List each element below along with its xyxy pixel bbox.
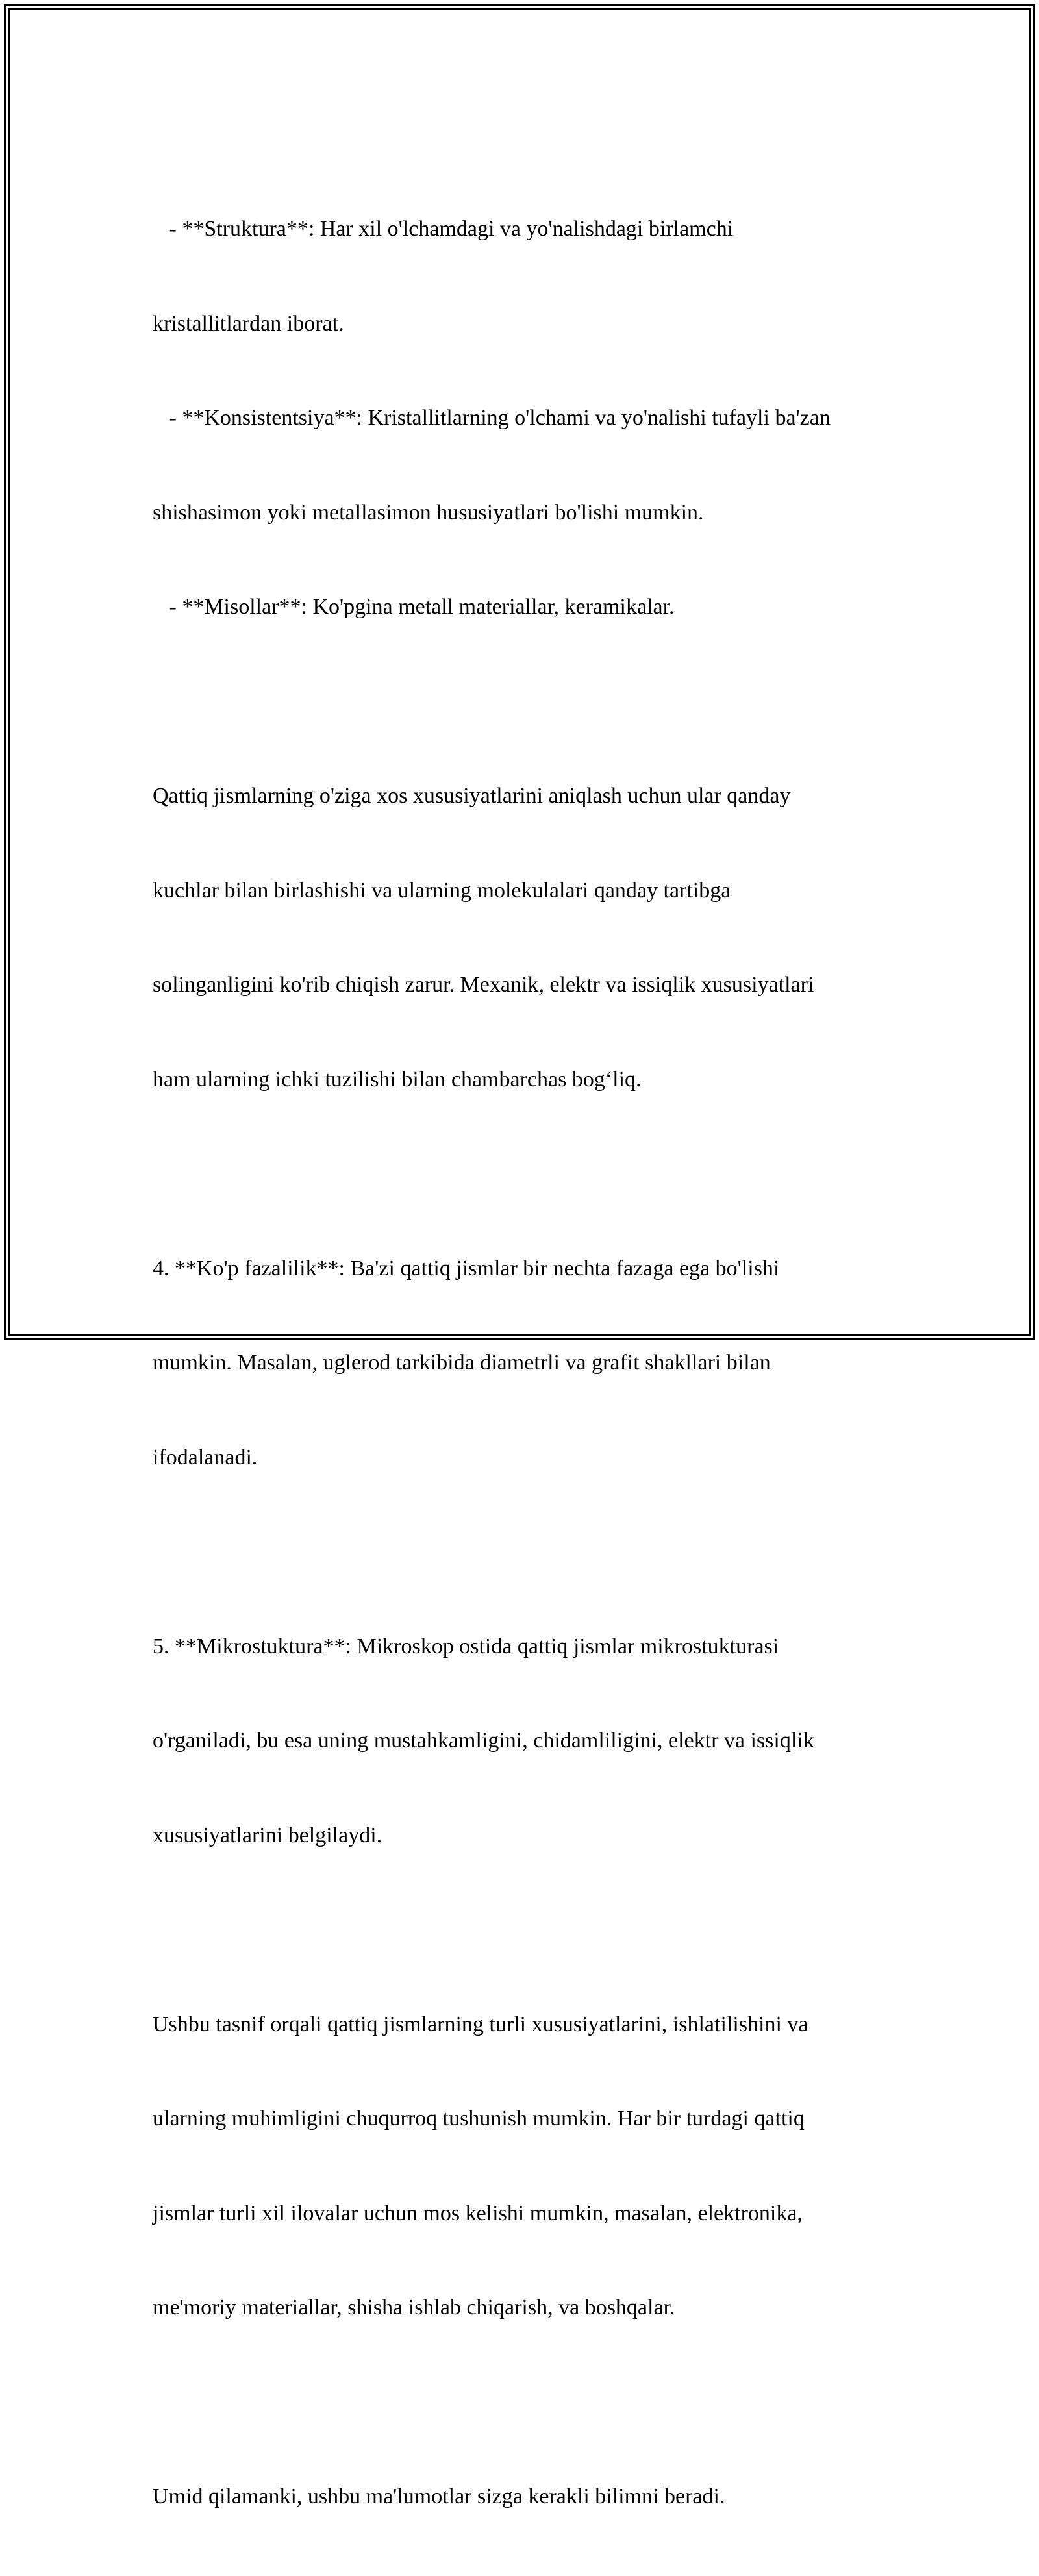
text-line: xususiyatlarini belgilaydi. bbox=[153, 1823, 382, 1847]
text-line: 4. **Ko'p fazalilik**: Ba'zi qattiq jismlar bir nechta fazaga ega bo'lishi bbox=[153, 1256, 780, 1281]
text-line: ham ularning ichki tuzilishi bilan chambarchas bog‘liq. bbox=[153, 1067, 642, 1092]
text-line: - **Struktura**: Har xil o'lchamdagi va yo'nalishdagi birlamchi bbox=[153, 217, 734, 241]
text-line: 5. **Mikrostuktura**: Mikroskop ostida qattiq jismlar mikrostukturasi bbox=[153, 1634, 779, 1658]
paragraph-closing bbox=[153, 2418, 906, 2576]
text-line: Umid qilamanki, ushbu ma'lumotlar sizga kerakli bilimni beradi. bbox=[153, 2484, 725, 2508]
text-line: ifodalanadi. bbox=[153, 1445, 258, 1469]
text-line: - **Misollar**: Ko'pgina metall materiallar, keramikalar. bbox=[153, 595, 675, 619]
text-line: o'rganiladi, bu esa uning mustahkamligini, chidamliligini, elektr va issiqlik bbox=[153, 1729, 814, 1753]
text-line: kuchlar bilan birlashishi va ularning molekulalari qanday tartibga bbox=[153, 878, 731, 903]
paragraph-properties bbox=[153, 718, 906, 1158]
paragraph-summary bbox=[153, 1946, 906, 2387]
text-line: Ushbu tasnif orqali qattiq jismlarning turli xususiyatlarini, ishlatilishini va bbox=[153, 2012, 808, 2036]
text-line: ularning muhimligini chuqurroq tushunish mumkin. Har bir turdagi qattiq bbox=[153, 2107, 805, 2131]
text-line: kristallitlardan iborat. bbox=[153, 311, 344, 336]
text-line: Qattiq jismlarning o'ziga xos xususiyatlarini aniqlash uchun ular qanday bbox=[153, 784, 791, 808]
paragraph-polycrystal-details bbox=[153, 151, 906, 686]
text-line: mumkin. Masalan, uglerod tarkibida diametrli va grafit shakllari bilan bbox=[153, 1351, 771, 1375]
text-line: - **Konsistentsiya**: Kristallitlarning o'lchami va yo'nalishi tufayli ba'zan bbox=[153, 406, 831, 430]
paragraph-item-4 bbox=[153, 1190, 906, 1537]
paragraph-item-5 bbox=[153, 1568, 906, 1915]
document-body bbox=[153, 151, 906, 2576]
text-line: me'moriy materiallar, shisha ishlab chiqarish, va boshqalar. bbox=[153, 2295, 675, 2320]
text-line: shishasimon yoki metallasimon hususiyatlari bo'lishi mumkin. bbox=[153, 500, 704, 525]
text-line: jismlar turli xil ilovalar uchun mos kelishi mumkin, masalan, elektronika, bbox=[153, 2201, 803, 2225]
text-line: solinganligini ko'rib chiqish zarur. Mexanik, elektr va issiqlik xususiyatlari bbox=[153, 973, 814, 997]
